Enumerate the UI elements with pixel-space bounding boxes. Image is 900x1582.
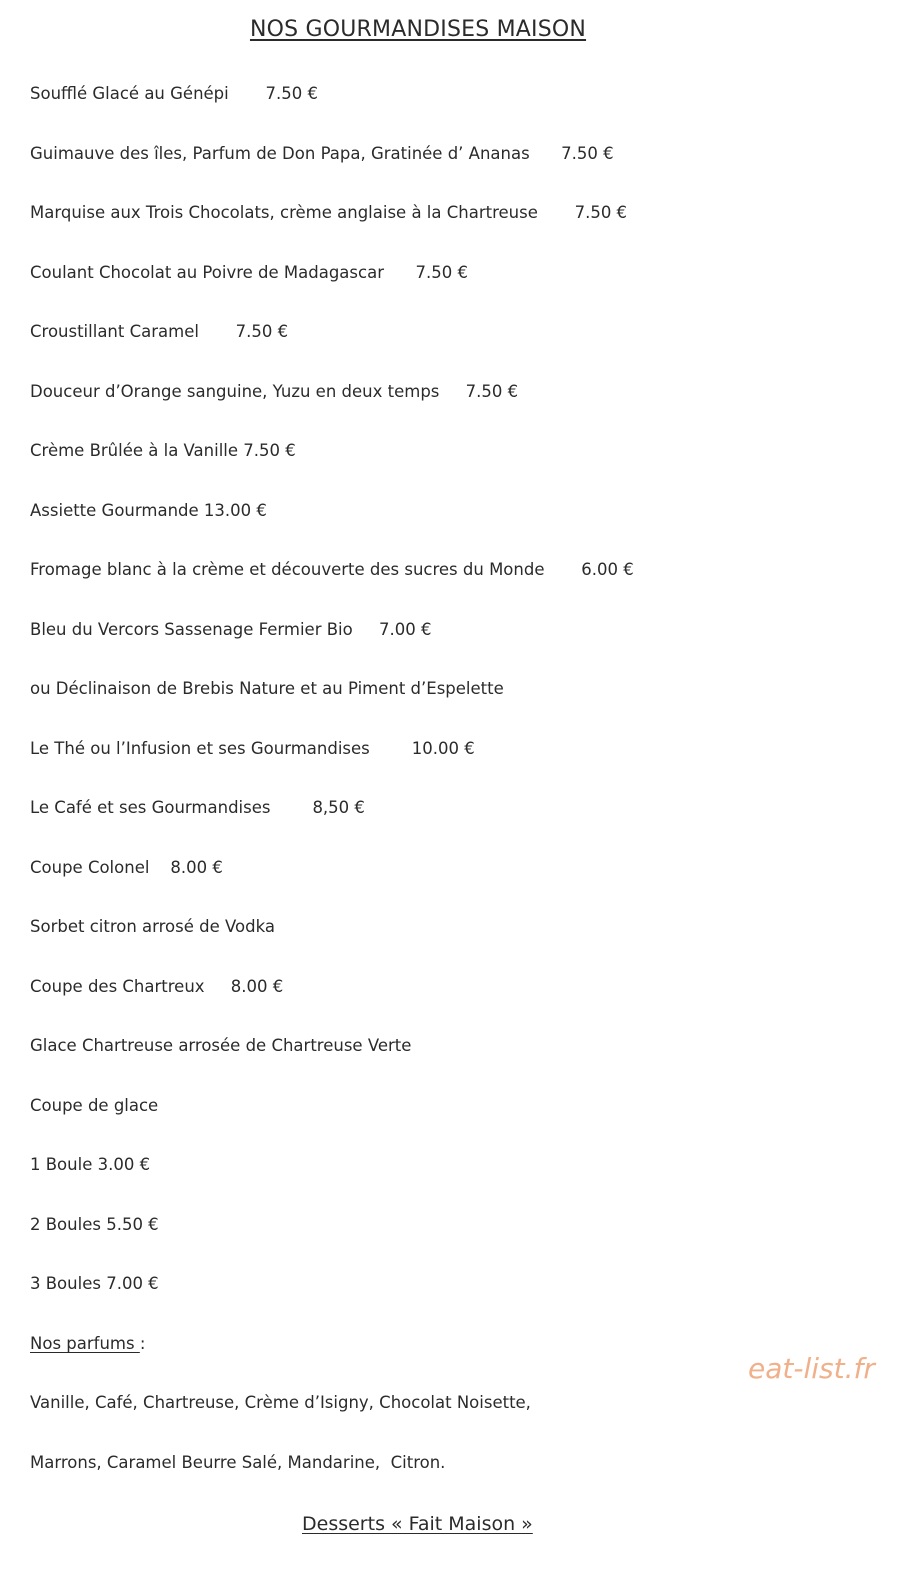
menu-item (30, 263, 468, 283)
menu-item-price: 10.00 € (411, 739, 475, 758)
menu-item-price: 5.50 € (106, 1215, 159, 1234)
menu-item-price: 3.00 € (97, 1155, 151, 1174)
footer-title: Desserts « Fait Maison » (302, 1513, 533, 1535)
menu-item (30, 560, 634, 580)
menu-item-label: Coupe Colonel (30, 858, 150, 877)
menu-item-gap (353, 620, 379, 639)
menu-item (30, 1155, 150, 1175)
menu-item-label: 3 Boules (30, 1274, 101, 1293)
menu-item (30, 501, 267, 521)
menu-item-label: Marquise aux Trois Chocolats, crème anglaise à la Chartreuse (30, 203, 538, 222)
menu-item-label: Glace Chartreuse arrosée de Chartreuse Verte (30, 1036, 412, 1055)
menu-item-price: 7.50 € (235, 322, 289, 341)
menu-item-label: Douceur d’Orange sanguine, Yuzu en deux temps (30, 382, 440, 401)
menu-item-gap (229, 84, 266, 103)
menu-item (30, 1096, 158, 1116)
menu-item-gap (370, 739, 412, 758)
menu-item-label: Fromage blanc à la crème et découverte des sucres du Monde (30, 560, 545, 579)
menu-item-label: Soufflé Glacé au Génépi (30, 84, 229, 103)
menu-item-price: 8.00 € (170, 858, 223, 877)
menu-item (30, 679, 504, 699)
menu-item-price: 8,50 € (312, 798, 365, 817)
menu-item-price: 7.00 € (106, 1274, 159, 1293)
flavors-heading-line (30, 1334, 145, 1354)
flavors-heading-colon: : (139, 1334, 146, 1353)
menu-item-label: Coulant Chocolat au Poivre de Madagascar (30, 263, 384, 282)
menu-item-price: 13.00 € (203, 501, 267, 520)
menu-item-price: 7.50 € (265, 84, 318, 103)
menu-item-price: 7.00 € (378, 620, 432, 639)
menu-item-label: Bleu du Vercors Sassenage Fermier Bio (30, 620, 353, 639)
menu-item (30, 620, 431, 640)
menu-item-label: Assiette Gourmande (30, 501, 199, 520)
menu-item-gap (199, 322, 236, 341)
menu-item-gap (439, 382, 465, 401)
menu-item (30, 1215, 159, 1235)
menu-item-gap (530, 144, 561, 163)
menu-item (30, 739, 475, 759)
menu-item-label: Coupe de glace (30, 1096, 159, 1115)
menu-item-label: Croustillant Caramel (30, 322, 199, 341)
menu-item (30, 84, 318, 104)
menu-item (30, 858, 223, 878)
menu-item-price: 8.00 € (230, 977, 284, 996)
menu-item (30, 382, 518, 402)
menu-item-label: Le Thé ou l’Infusion et ses Gourmandises (30, 739, 370, 758)
menu-item (30, 977, 283, 997)
menu-item (30, 322, 288, 342)
menu-item-gap (545, 560, 582, 579)
menu-item (30, 203, 627, 223)
menu-item-label: ou Déclinaison de Brebis Nature et au Piment d’Espelette (30, 679, 504, 698)
menu-item-label: Crème Brûlée à la Vanille (30, 441, 239, 460)
menu-item (30, 1274, 159, 1294)
watermark: eat-list.fr (748, 1352, 875, 1385)
menu-item (30, 917, 275, 937)
menu-item-label: Le Café et ses Gourmandises (30, 798, 271, 817)
menu-item-price: 6.00 € (581, 560, 634, 579)
menu-item (30, 1036, 411, 1056)
flavors-line-1: Vanille, Café, Chartreuse, Crème d’Isigny, Chocolat Noisette, (30, 1393, 531, 1412)
menu-item (30, 144, 614, 164)
flavors-heading: Nos parfums (30, 1334, 140, 1353)
menu-item (30, 441, 296, 461)
menu-item-price: 7.50 € (574, 203, 628, 222)
menu-item-label: 2 Boules (30, 1215, 101, 1234)
menu-item-gap (538, 203, 575, 222)
menu-item-label: Guimauve des îles, Parfum de Don Papa, Gratinée d’ Ananas (30, 144, 530, 163)
menu-item (30, 798, 365, 818)
menu-item-gap (384, 263, 415, 282)
menu-item-label: Sorbet citron arrosé de Vodka (30, 917, 275, 936)
menu-item-price: 7.50 € (243, 441, 296, 460)
menu-item-price: 7.50 € (561, 144, 614, 163)
menu-item-gap (205, 977, 231, 996)
menu-item-label: 1 Boule (30, 1155, 93, 1174)
menu-item-label: Coupe des Chartreux (30, 977, 205, 996)
menu-item-price: 7.50 € (465, 382, 519, 401)
menu-item-price: 7.50 € (415, 263, 468, 282)
menu-item-gap (270, 798, 312, 817)
page-title: NOS GOURMANDISES MAISON (249, 17, 587, 42)
flavors-line-2: Marrons, Caramel Beurre Salé, Mandarine, Citron. (30, 1453, 446, 1472)
menu-item-gap (149, 858, 170, 877)
